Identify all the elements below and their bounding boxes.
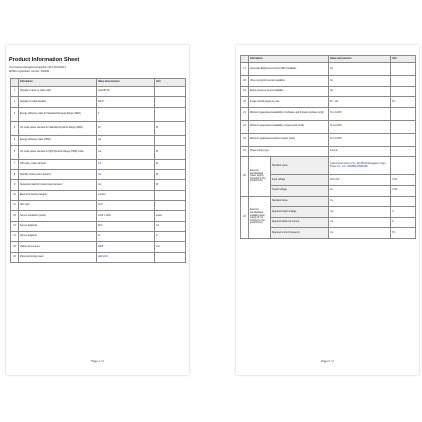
row-unit: Hz <box>391 97 416 108</box>
row-information: On mode power demand for Standard Dynamic Range (SDR) <box>19 121 97 135</box>
row-unit <box>391 86 416 97</box>
row-number: 22 <box>241 120 249 133</box>
row-unit: V AC <box>391 175 416 186</box>
row-number: 6 <box>11 145 19 159</box>
row-value: 2008 <box>97 242 155 252</box>
sub-label: Input voltage <box>271 175 329 186</box>
table-row <box>241 97 416 108</box>
row-information: Screen diagonal <box>19 231 97 241</box>
row-unit: W <box>155 145 186 159</box>
row-value: n/a <box>329 217 391 228</box>
sub-label: Standard name <box>271 157 329 175</box>
header-information: Information <box>249 56 329 63</box>
table-row <box>11 97 186 107</box>
row-number: 8 <box>11 170 19 180</box>
header-unit: Unit <box>155 79 186 87</box>
row-unit <box>391 107 416 120</box>
sub-label: Required output voltage <box>271 207 329 218</box>
table-row <box>11 190 186 200</box>
row-number: 15 <box>11 242 19 252</box>
row-number: 7 <box>11 159 19 169</box>
header-information: Information <box>19 79 97 87</box>
row-number: 4 <box>11 121 19 135</box>
row-information: Automatic Brightness Control (ABC) available <box>249 63 329 76</box>
table-header-row <box>241 56 416 63</box>
row-information: Energy efficiency class for Standard Dynamic Range (SDR) <box>19 107 97 121</box>
table-row <box>241 157 416 175</box>
row-number: 5 <box>11 135 19 145</box>
row-unit <box>155 190 186 200</box>
regulation-line: Commission Delegated Regulation (EU) 2019/2013 <box>9 66 66 69</box>
row-number: 11 <box>11 201 19 211</box>
row-value: n/a <box>97 145 155 159</box>
row-number: 12 <box>11 211 19 221</box>
row-value: Asian Power Devices Inc. DA-65C19 Dongguan Yingju Power Co., Ltd. YJS065D-1950433D <box>329 157 391 175</box>
row-information: Room presence sensor available <box>249 86 329 97</box>
row-value: 31.12.2025 <box>329 120 391 133</box>
table-row <box>241 133 416 146</box>
product-info-table-page-1 <box>10 78 186 263</box>
row-unit <box>155 87 186 97</box>
row-value: LED LCD <box>97 252 155 262</box>
product-info-table-page-2 <box>240 55 416 239</box>
row-information: Panel technology used <box>19 252 97 262</box>
table-header-row <box>11 79 186 87</box>
sub-label: Output voltage <box>271 185 329 196</box>
row-number: 10 <box>11 190 19 200</box>
row-unit <box>155 97 186 107</box>
row-information: Image refresh frequency rate <box>249 97 329 108</box>
page-number: Page 2 / 2 <box>321 359 334 363</box>
row-unit: W <box>155 159 186 169</box>
row-number: 17 <box>241 63 249 76</box>
row-value: 31.12.2025 <box>329 107 391 120</box>
row-unit: A <box>391 217 416 228</box>
table-row <box>11 170 186 180</box>
table-row <box>241 63 416 76</box>
row-number: 23 <box>241 133 249 146</box>
row-unit <box>391 133 416 146</box>
row-unit: W <box>155 180 186 190</box>
row-information: Voice recognition sensor available <box>249 76 329 87</box>
row-value: 60 · 144 <box>329 97 391 108</box>
row-value: GIGABYTE <box>97 87 155 97</box>
table-row <box>241 76 416 87</box>
row-information: Power supply type <box>249 146 329 157</box>
row-information: Screen resolution (pixels) <box>19 211 97 221</box>
row-value: n/a <box>329 196 391 207</box>
row-number: 1 <box>11 87 19 97</box>
table-row <box>241 120 416 133</box>
row-unit: Hz <box>391 228 416 239</box>
row-unit <box>391 146 416 157</box>
row-value: No <box>329 76 391 87</box>
table-row <box>11 145 186 159</box>
row-value: n/a <box>329 228 391 239</box>
row-information: Networked standby mode power demand <box>19 180 97 190</box>
row-value: 31.12.2025 <box>329 133 391 146</box>
row-value: n/a <box>97 180 155 190</box>
table-row <box>11 87 186 97</box>
table-row <box>11 211 186 221</box>
sheet-title: Product Information Sheet <box>9 57 80 63</box>
row-unit <box>155 201 186 211</box>
row-number: 18 <box>241 76 249 87</box>
row-value: M27F <box>97 97 155 107</box>
row-value: 16:9 <box>97 201 155 211</box>
row-information: Off mode, power demand <box>19 159 97 169</box>
sub-label: Standard name <box>271 196 329 207</box>
row-information: Supplier's model identifier <box>19 97 97 107</box>
row-unit <box>155 252 186 262</box>
table-row <box>241 146 416 157</box>
row-information: Minimum guaranteed availability of spare parts (until) <box>249 120 329 133</box>
row-unit: cm <box>155 221 186 231</box>
row-value: monitor <box>97 190 155 200</box>
row-information: External standardised suitable power supply (if not included in the product box) <box>249 196 271 238</box>
row-value: 0.3 <box>97 159 155 169</box>
row-value: 1920 x 1080 <box>97 211 155 221</box>
row-information: Screen diagonal <box>19 221 97 231</box>
row-information: Visible screen area <box>19 242 97 252</box>
row-information: Minimum guaranteed product support (until) <box>249 133 329 146</box>
row-value: F <box>97 107 155 121</box>
row-number: 2 <box>11 97 19 107</box>
table-row <box>11 159 186 169</box>
row-unit <box>391 157 416 175</box>
header-cell <box>11 79 19 87</box>
row-number: 13 <box>11 221 19 231</box>
document-page-1 <box>6 45 189 375</box>
row-unit: V DC <box>391 185 416 196</box>
row-value: 23 <box>97 121 155 135</box>
sub-label: Required current frequency <box>271 228 329 239</box>
row-number: 14 <box>11 231 19 241</box>
row-number: 20 <box>241 97 249 108</box>
row-unit: cm² <box>155 242 186 252</box>
row-number: 3 <box>11 107 19 121</box>
document-page-2 <box>236 45 419 375</box>
row-information: On mode power demand in High Dynamic Range (HDR) mode <box>19 145 97 159</box>
row-value: n/a <box>329 207 391 218</box>
row-number: 25 <box>241 157 249 196</box>
row-unit <box>391 76 416 87</box>
row-information: Minimum guaranteed availability of software and firmware updates (until) <box>249 107 329 120</box>
row-value: Internal <box>329 146 391 157</box>
table-row <box>241 107 416 120</box>
row-unit <box>391 63 416 76</box>
row-information: Electronic display category <box>19 190 97 200</box>
table-row <box>11 135 186 145</box>
row-value: No <box>329 63 391 76</box>
row-number: 9 <box>11 180 19 190</box>
row-information: Supplier's name or trade mark <box>19 87 97 97</box>
table-row <box>241 86 416 97</box>
sub-label: Required delivered current <box>271 217 329 228</box>
table-row <box>11 221 186 231</box>
header-value: Value and precision <box>97 79 155 87</box>
table-row <box>241 196 416 207</box>
row-unit: pixels <box>155 211 186 221</box>
row-information: Standby mode power demand <box>19 170 97 180</box>
row-value: n/a <box>97 135 155 145</box>
row-unit <box>391 196 416 207</box>
header-cell <box>241 56 249 63</box>
row-unit: in <box>155 231 186 241</box>
row-unit <box>155 135 186 145</box>
header-value: Value and precision <box>329 56 391 63</box>
row-unit <box>155 107 186 121</box>
table-row <box>11 180 186 190</box>
row-unit <box>391 120 416 133</box>
row-number: 21 <box>241 107 249 120</box>
page-number: Page 1 / 2 <box>91 359 104 363</box>
table-row <box>11 201 186 211</box>
table-row <box>11 252 186 262</box>
row-value: 100~240 <box>329 175 391 186</box>
row-information: External standardised power supply (included in the product box) <box>249 157 271 196</box>
row-number: 19 <box>241 86 249 97</box>
table-row <box>11 242 186 252</box>
table-row <box>11 121 186 135</box>
header-unit: Unit <box>391 56 416 63</box>
table-row <box>11 107 186 121</box>
row-unit: W <box>155 121 186 135</box>
table-row <box>11 231 186 241</box>
row-value: 19 <box>329 185 391 196</box>
eprel-line: EPREL registration number: 366186 <box>9 70 50 73</box>
row-value: 68.6 <box>97 221 155 231</box>
row-unit: V <box>391 207 416 218</box>
row-value: n/a <box>97 170 155 180</box>
row-value: 27 <box>97 231 155 241</box>
row-number: 16 <box>11 252 19 262</box>
row-number: 24 <box>241 146 249 157</box>
row-information: Size ratio <box>19 201 97 211</box>
row-unit: W <box>155 170 186 180</box>
row-information: Energy efficiency class (HDR) <box>19 135 97 145</box>
row-value: No <box>329 86 391 97</box>
row-number: 26 <box>241 196 249 238</box>
